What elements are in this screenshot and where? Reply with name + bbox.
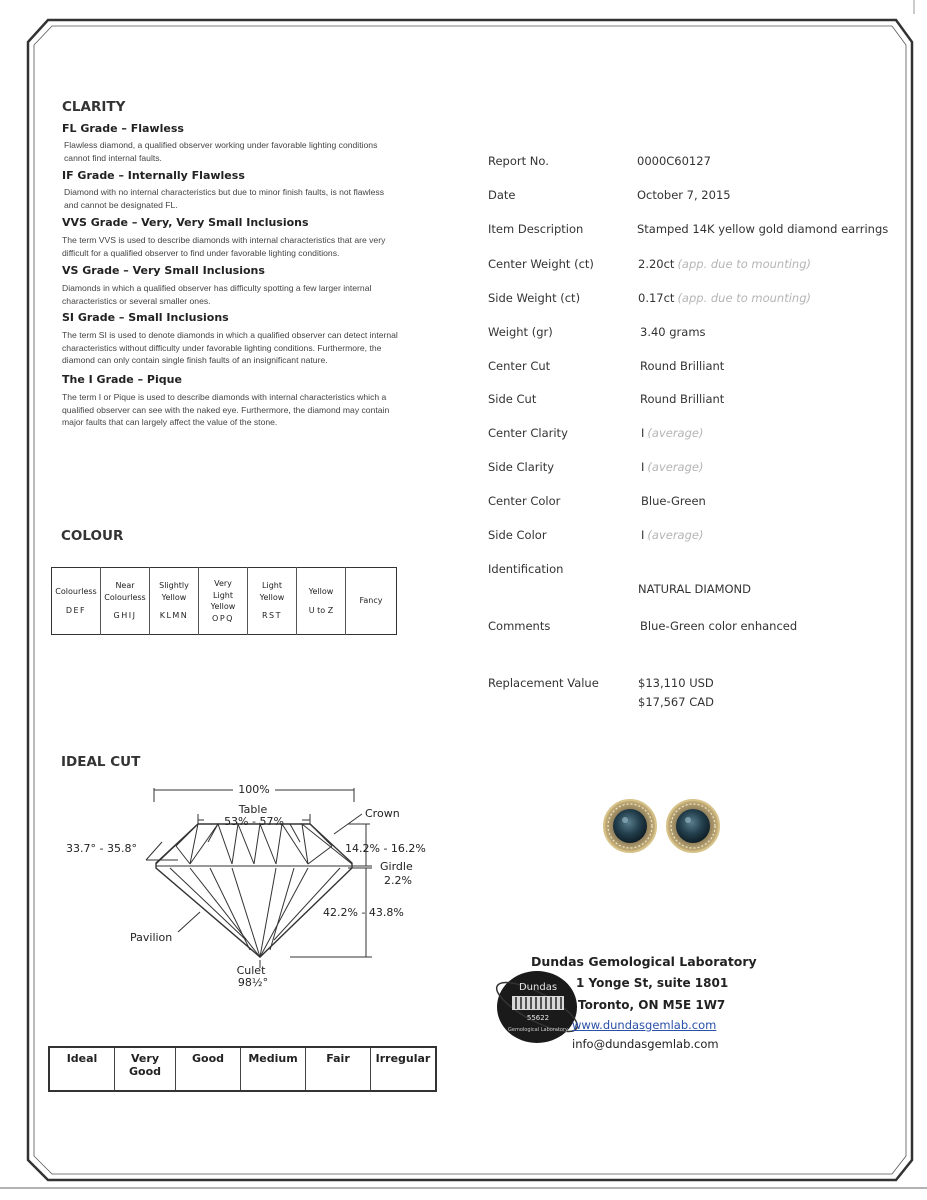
width-label: 100%: [238, 783, 270, 796]
side-weight-value: 0.17ct (app. due to mounting): [638, 291, 811, 305]
svg-text:Gemological Laboratory: Gemological Laboratory: [508, 1027, 568, 1033]
side-clarity-label: Side Clarity: [488, 460, 555, 474]
culet-label: Culet: [236, 964, 266, 977]
grade-i-title: The I Grade – Pique: [62, 373, 182, 386]
item-description-label: Item Description: [488, 222, 584, 236]
ideal-cut-diagram: [50, 780, 450, 995]
grade-vs-title: VS Grade – Very Small Inclusions: [62, 264, 265, 277]
lab-email[interactable]: info@dundasgemlab.com: [572, 1037, 719, 1051]
grade-i-text: The term I or Pique is used to describe diamonds with internal characteristics which a qualified observer can see with the naked eye. Furthermore, the diamond may contain major faults that can largely affect the value of the stone.: [62, 392, 390, 427]
date-value: October 7, 2015: [637, 188, 731, 202]
grade-si-title: SI Grade – Small Inclusions: [62, 311, 229, 324]
lab-seal-logo: [490, 960, 580, 1050]
table-range: 53% - 57%: [224, 815, 284, 828]
grade-if-text: Diamond with no internal characteristics but due to minor finish faults, is not flawless and cannot be designated FL.: [64, 187, 385, 210]
colour-scale-table: [51, 567, 397, 635]
colour-cell-fancy: Fancy: [359, 596, 383, 606]
earring-left: [604, 800, 656, 852]
crown-label: Crown: [365, 807, 400, 820]
center-color-label: Center Color: [488, 494, 561, 508]
lab-address-line2: Toronto, ON M5E 1W7: [578, 998, 726, 1012]
girdle-value: 2.2%: [384, 874, 412, 887]
side-clarity-value: I (average): [641, 460, 704, 474]
center-weight-label: Center Weight (ct): [488, 257, 594, 271]
identification-value: NATURAL DIAMOND: [638, 582, 752, 596]
side-cut-label: Side Cut: [488, 392, 537, 406]
report-no-value: 0000C60127: [637, 154, 711, 168]
grade-vvs-title: VVS Grade – Very, Very Small Inclusions: [62, 216, 309, 229]
pavilion-depth: 42.2% - 43.8%: [323, 906, 404, 919]
cut-grade-ideal: Ideal: [49, 1047, 115, 1091]
weight-gr-value: 3.40 grams: [640, 325, 706, 339]
colour-cell-colourless: Colourless DEF: [52, 568, 101, 635]
grade-fl-title: FL Grade – Flawless: [62, 122, 184, 135]
center-cut-value: Round Brilliant: [640, 359, 725, 373]
table-label: Table: [238, 803, 268, 816]
grade-fl-text: Flawless diamond, a qualified observer working under favorable lighting conditions cannot find internal faults.: [64, 140, 378, 163]
comments-label: Comments: [488, 619, 551, 633]
svg-text:Dundas: Dundas: [518, 982, 558, 993]
comments-value: Blue-Green color enhanced: [640, 619, 798, 633]
replacement-value-label: Replacement Value: [488, 676, 599, 690]
cut-grade-table: [48, 1046, 437, 1092]
cut-grade-good: Good: [176, 1047, 241, 1091]
side-color-label: Side Color: [488, 528, 547, 542]
colour-cell-near-colourless: Near Colourless GHIJ: [101, 568, 150, 635]
weight-gr-label: Weight (gr): [488, 325, 553, 339]
colour-cell-slightly-yellow: Slightly Yellow KLMN: [150, 568, 199, 635]
cut-grade-very-good: Very Good: [115, 1047, 176, 1091]
earrings-photo: [592, 796, 732, 856]
clarity-heading: CLARITY: [62, 99, 126, 115]
side-cut-value: Round Brilliant: [640, 392, 725, 406]
girdle-label: Girdle: [380, 860, 413, 873]
center-cut-label: Center Cut: [488, 359, 551, 373]
date-label: Date: [488, 188, 516, 202]
grade-vvs-text: The term VVS is used to describe diamonds with internal characteristics that are very difficult for a qualified observer to find under favorable lighting conditions.: [62, 235, 386, 258]
colour-cell-yellow: Yellow U to Z: [297, 568, 346, 635]
grade-si-text: The term SI is used to denote diamonds in which a qualified observer can detect internal characteristics without difficulty under favorable lighting conditions. Furthermore, the diamond can only contain single finish faults of an insignificant nature.: [62, 330, 398, 365]
grade-vs-text: Diamonds in which a qualified observer has difficulty spotting a few larger internal characteristics or several smaller ones.: [62, 283, 372, 306]
center-weight-value: 2.20ct (app. due to mounting): [638, 257, 811, 271]
crown-height: 14.2% - 16.2%: [345, 842, 426, 855]
crown-angle: 33.7° - 35.8°: [66, 842, 137, 855]
lab-website-link[interactable]: www.dundasgemlab.com: [572, 1018, 717, 1032]
culet-value: 98½°: [237, 976, 269, 989]
cut-grade-medium: Medium: [241, 1047, 306, 1091]
side-weight-label: Side Weight (ct): [488, 291, 581, 305]
center-clarity-label: Center Clarity: [488, 426, 568, 440]
identification-label: Identification: [488, 562, 564, 576]
cut-grade-fair: Fair: [306, 1047, 371, 1091]
center-color-value: Blue-Green: [641, 494, 706, 508]
ideal-cut-heading: IDEAL CUT: [61, 754, 141, 770]
lab-address-line1: 1 Yonge St, suite 1801: [576, 976, 729, 990]
pavilion-label: Pavilion: [130, 931, 173, 944]
report-no-label: Report No.: [488, 154, 549, 168]
colour-cell-very-light-yellow: Very Light Yellow OPQ: [199, 568, 248, 635]
cut-grade-irregular: Irregular: [371, 1047, 437, 1091]
replacement-usd: $13,110 USD: [638, 676, 714, 690]
grade-if-title: IF Grade – Internally Flawless: [62, 169, 245, 182]
replacement-cad: $17,567 CAD: [638, 695, 714, 709]
lab-name: Dundas Gemological Laboratory: [531, 954, 757, 969]
item-description-value: Stamped 14K yellow gold diamond earrings: [637, 222, 889, 236]
center-clarity-value: I (average): [641, 426, 704, 440]
side-color-value: I (average): [641, 528, 704, 542]
colour-cell-light-yellow: Light Yellow RST: [248, 568, 297, 635]
svg-text:55622: 55622: [526, 1014, 550, 1022]
colour-heading: COLOUR: [61, 528, 124, 544]
earring-right: [667, 800, 719, 852]
